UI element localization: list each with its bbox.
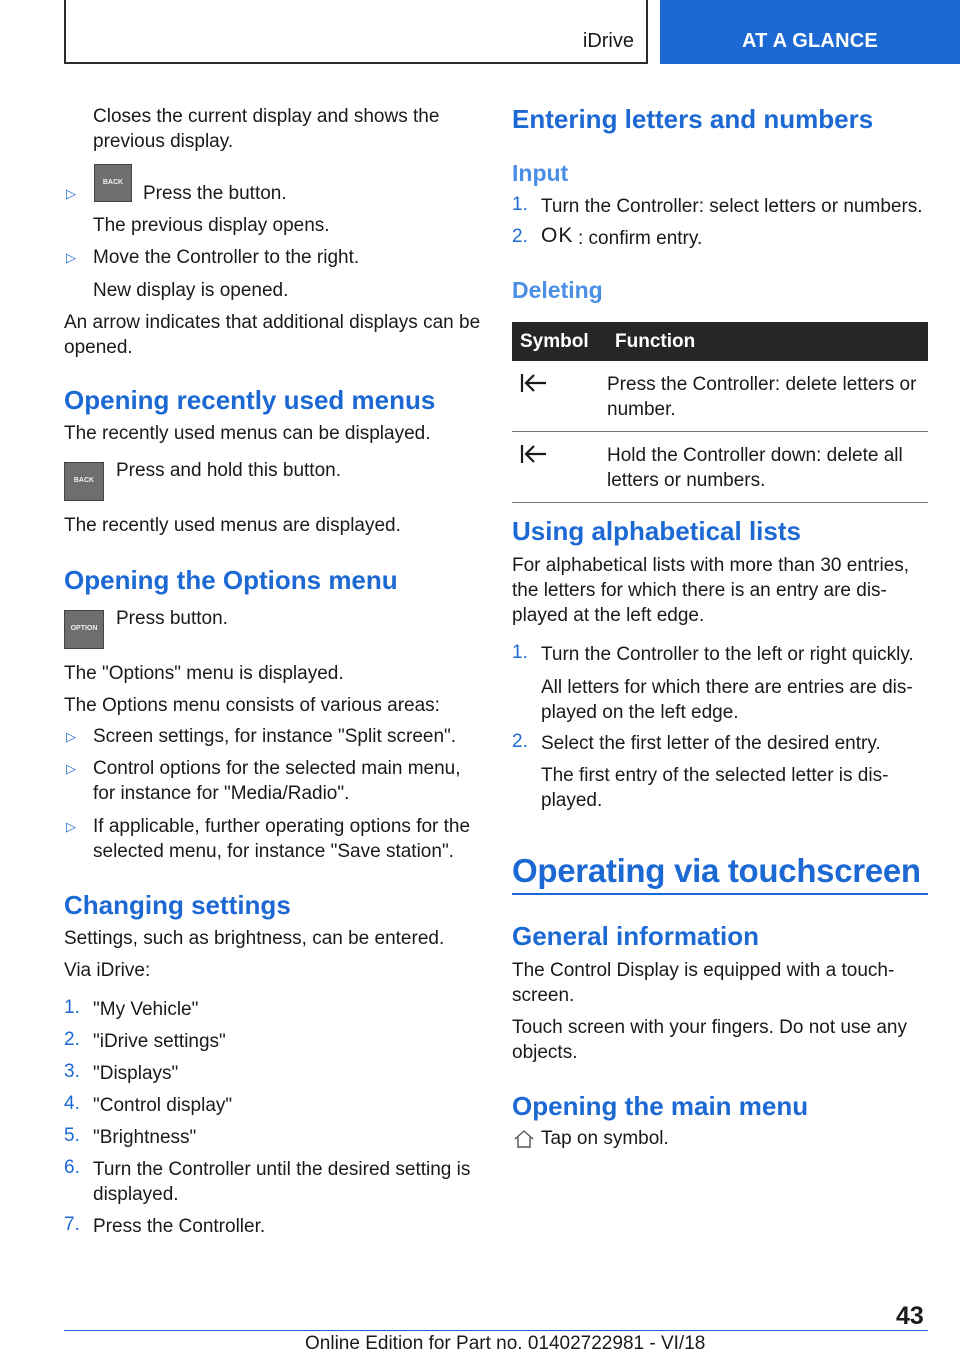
recent-text-1: The recently used menus can be displayed. [64,423,431,444]
step-number: 2. [64,1029,80,1050]
bullet1-result: The previous display opens. [93,215,330,236]
step-number: 2. [512,731,528,752]
back-button-image: BACK [94,164,132,202]
settings-step: "Brightness" [93,1127,197,1148]
bullet-triangle-icon: ▷ [66,819,76,834]
settings-step: Turn the Controller until the desired setting is displayed. [93,1159,471,1205]
step-number: 1. [512,642,528,663]
alpha-step2: Select the first letter of the desired entry. [541,733,881,754]
general-text-2: Touch screen with your fingers. Do not use any objects. [512,1017,907,1063]
option-button-image: OPTION [64,610,104,649]
step-number: 2. [512,226,528,247]
step-number: 7. [64,1214,80,1235]
settings-step: "Displays" [93,1063,179,1084]
settings-step: "Control display" [93,1095,233,1116]
table-header-symbol: Symbol [512,322,607,361]
settings-text-1: Settings, such as brightness, can be entered. [64,928,445,949]
options-bullet: If applicable, further operating options for the selected menu, for instance "Save station". [93,816,471,862]
heading-underline [512,893,928,895]
bullet1-text: Press the button. [143,183,287,204]
ok-symbol-icon: OK [541,224,574,247]
table-cell-function: Hold the Controller down: delete all letters or numbers. [607,432,928,503]
intro-text: Closes the current display and shows the previous display. [93,106,440,152]
table-header-function: Function [607,322,928,361]
step-number: 6. [64,1157,80,1178]
recent-button-text: Press and hold this button. [116,460,341,481]
options-bullet: Screen settings, for instance "Split screen". [93,726,457,747]
heading-touchscreen: Operating via touchscreen [512,852,921,889]
settings-step: "My Vehicle" [93,999,199,1020]
settings-step: "iDrive settings" [93,1031,226,1052]
footer-edition: Online Edition for Part no. 01402722981 - VI/18 [305,1333,706,1354]
delete-arrow-icon [518,443,548,465]
step-number: 1. [512,194,528,215]
heading-general-info: General information [512,921,760,951]
bullet-triangle-icon: ▷ [66,250,76,265]
back-button-image: BACK [64,462,104,501]
arrow-note: An arrow indicates that additional displays can be opened. [64,312,481,358]
alpha-step1: Turn the Controller to the left or right quickly. [541,644,914,665]
page-number: 43 [896,1302,924,1330]
heading-changing-settings: Changing settings [64,890,291,920]
alpha-step1-result: All letters for which there are entries are dis-played on the left edge. [541,677,913,723]
input-step: : confirm entry. [578,228,703,249]
home-icon [513,1128,535,1150]
recent-text-2: The recently used menus are displayed. [64,515,401,536]
heading-alphabetical: Using alphabetical lists [512,516,801,546]
bullet2-result: New display is opened. [93,280,289,301]
alpha-step2-result: The first entry of the selected letter is dis-played. [541,765,889,811]
heading-input: Input [512,160,569,186]
step-number: 3. [64,1061,80,1082]
bullet2-text: Move the Controller to the right. [93,247,360,268]
header-left-box [64,0,648,64]
table-row [512,361,928,432]
heading-recent-menus: Opening recently used menus [64,385,436,415]
table-cell-function: Press the Controller: delete letters or number. [607,361,928,432]
options-text-1: The "Options" menu is displayed. [64,663,344,684]
delete-symbol-table [512,322,928,503]
step-number: 4. [64,1093,80,1114]
heading-deleting: Deleting [512,277,603,303]
bullet-triangle-icon: ▷ [66,729,76,744]
main-menu-text: Tap on symbol. [541,1128,669,1149]
heading-options-menu: Opening the Options menu [64,565,398,595]
bullet-triangle-icon: ▷ [66,186,76,201]
general-text-1: The Control Display is equipped with a touch-screen. [512,960,895,1006]
alpha-text: For alphabetical lists with more than 30 entries, the letters for which there is an entry are dis-played at the left edge. [512,555,910,626]
settings-step: Press the Controller. [93,1216,266,1237]
heading-entering: Entering letters and numbers [512,104,874,134]
bullet-triangle-icon: ▷ [66,761,76,776]
header-section: iDrive [582,30,634,52]
header-chapter: AT A GLANCE [742,30,878,52]
options-text-2: The Options menu consists of various areas: [64,695,440,716]
options-bullet: Control options for the selected main menu, for instance for "Media/Radio". [93,758,461,804]
footer-divider [64,1330,928,1331]
settings-text-2: Via iDrive: [64,960,151,981]
heading-main-menu: Opening the main menu [512,1091,809,1121]
header-chapter-tab [660,0,960,64]
step-number: 5. [64,1125,80,1146]
step-number: 1. [64,997,80,1018]
options-button-text: Press button. [116,608,228,629]
delete-arrow-icon [518,372,548,394]
table-row [512,432,928,503]
input-step: Turn the Controller: select letters or numbers. [541,196,923,217]
